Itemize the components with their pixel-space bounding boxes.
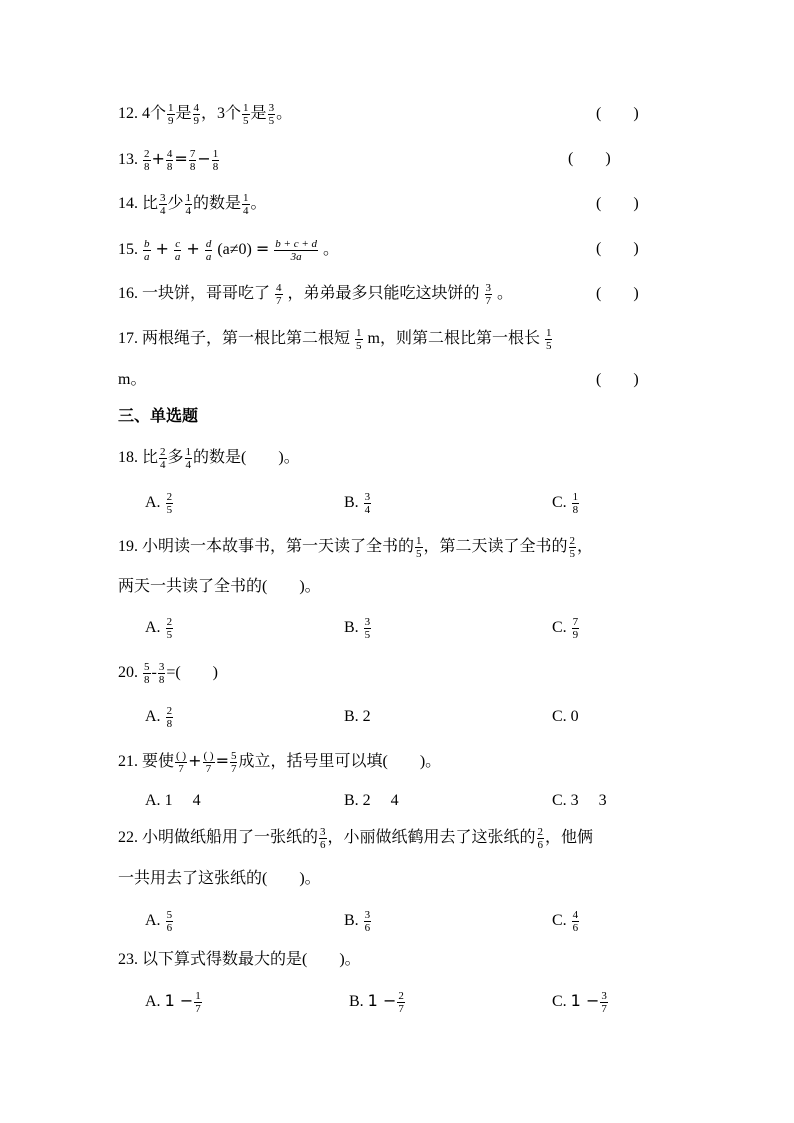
plus-sign: + bbox=[186, 239, 200, 258]
question-17-line2: m。 bbox=[118, 371, 147, 388]
fraction: ( ) 7 bbox=[176, 749, 187, 775]
fraction: $\frac{2}{4}$ bbox=[160, 445, 166, 471]
answer-paren[interactable]: ( ) bbox=[596, 240, 639, 257]
q22-text-c: ，他俩 bbox=[545, 829, 594, 846]
option-a[interactable]: A. $\frac{2}{5}$ bbox=[145, 490, 173, 516]
question-18 bbox=[118, 443, 300, 473]
option-c[interactable]: C. 0 bbox=[552, 708, 579, 725]
q12-text-b: 是 bbox=[175, 105, 192, 122]
option-c[interactable]: C. $\frac{1}{8}$ bbox=[552, 490, 579, 516]
fraction: $\frac{b}{a}$ bbox=[144, 237, 150, 263]
q19-text-b: ，第二天读了全书的 bbox=[423, 538, 568, 555]
option-a[interactable]: A. $\frac{2}{5}$ bbox=[145, 615, 173, 641]
section-title: 三、单选题 bbox=[118, 408, 199, 425]
q21-text-a: 要使 bbox=[142, 753, 175, 770]
q18-text-b: 多 bbox=[167, 449, 184, 466]
question-number: 14. bbox=[118, 195, 138, 212]
question-20 bbox=[118, 658, 218, 688]
question-number: 17. bbox=[118, 330, 138, 347]
minus-sign: - bbox=[151, 664, 157, 681]
option-b[interactable]: B. 2 4 bbox=[344, 792, 399, 809]
question-17 bbox=[118, 324, 553, 354]
plus-sign: + bbox=[155, 239, 169, 258]
question-number: 22. bbox=[118, 829, 138, 846]
q12-text-d: 是 bbox=[250, 105, 267, 122]
fraction: $\frac{1}{4}$ bbox=[243, 191, 249, 217]
q21-text-c: 成立，括号里可以填( )。 bbox=[238, 753, 442, 770]
question-number: 15. bbox=[118, 241, 138, 258]
question-number: 13. bbox=[118, 151, 138, 168]
q16-text-c: 。 bbox=[497, 285, 514, 302]
q12-text-e: 。 bbox=[276, 105, 293, 122]
question-23 bbox=[118, 945, 361, 975]
option-c[interactable]: C. $\frac{7}{9}$ bbox=[552, 615, 579, 641]
answer-paren[interactable]: ( ) bbox=[596, 371, 639, 388]
q20-text-c: =( ) bbox=[166, 664, 219, 681]
option-a[interactable]: A. 1 − $\frac{1}{7}$ bbox=[145, 989, 201, 1015]
option-b[interactable]: B. 2 bbox=[344, 708, 371, 725]
fraction: $\frac{1}{5}$ bbox=[545, 326, 552, 352]
question-16 bbox=[118, 279, 513, 309]
fraction: $\frac{b + c + d}{3a}$ bbox=[275, 237, 317, 263]
fraction: $\frac{d}{a}$ bbox=[205, 237, 212, 263]
question-number: 19. bbox=[118, 538, 138, 555]
q22-text-b: ，小丽做纸鹤用去了这张纸的 bbox=[327, 829, 536, 846]
fraction: $\frac{2}{8}$ bbox=[144, 147, 150, 173]
fraction: $\frac{1}{5}$ bbox=[243, 101, 249, 127]
q12-text-a: 4个 bbox=[142, 105, 167, 122]
equals-sign: = bbox=[174, 149, 188, 168]
q12-text-c: ，3个 bbox=[201, 105, 242, 122]
question-number: 12. bbox=[118, 105, 138, 122]
fraction: $\frac{2}{6}$ bbox=[537, 825, 544, 851]
fraction: $\frac{1}{8}$ bbox=[212, 147, 219, 173]
plus-sign: + bbox=[188, 751, 202, 770]
question-number: 21. bbox=[118, 753, 138, 770]
question-19 bbox=[118, 532, 593, 562]
question-number: 16. bbox=[118, 285, 138, 302]
question-14 bbox=[118, 189, 267, 219]
fraction: $\frac{3}{4}$ bbox=[160, 191, 166, 217]
fraction: $\frac{7}{8}$ bbox=[189, 147, 196, 173]
condition: (a≠0) bbox=[217, 241, 252, 258]
fraction: $\frac{4}{7}$ bbox=[276, 281, 282, 307]
q18-text-a: 比 bbox=[142, 449, 159, 466]
equals-sign: = bbox=[255, 239, 270, 258]
fraction: $\frac{3}{7}$ bbox=[485, 281, 492, 307]
option-c[interactable]: C. $\frac{4}{6}$ bbox=[552, 908, 579, 934]
q19-text-c: ， bbox=[577, 538, 594, 555]
fraction: $\frac{1}{5}$ bbox=[356, 326, 362, 352]
fraction: $\frac{1}{4}$ bbox=[185, 191, 192, 217]
q22-text-a: 小明做纸船用了一张纸的 bbox=[142, 829, 319, 846]
q14-text-d: 。 bbox=[250, 195, 267, 212]
question-22 bbox=[118, 823, 593, 853]
fraction: $\frac{3}{5}$ bbox=[268, 101, 275, 127]
question-21 bbox=[118, 746, 441, 776]
q16-text-a: 一块饼，哥哥吃了 bbox=[142, 285, 271, 302]
question-22-line2: 一共用去了这张纸的( )。 bbox=[118, 870, 321, 887]
q17-text-a: 两根绳子，第一根比第二根短 bbox=[142, 330, 351, 347]
fraction: $\frac{3}{8}$ bbox=[158, 660, 165, 686]
q14-text-b: 少 bbox=[167, 195, 184, 212]
q23-text-a: 以下算式得数最大的是( )。 bbox=[142, 951, 361, 968]
option-c[interactable]: C. 1 − $\frac{3}{7}$ bbox=[552, 989, 607, 1015]
q14-text-a: 比 bbox=[142, 195, 159, 212]
question-number: 23. bbox=[118, 951, 138, 968]
answer-paren[interactable]: ( ) bbox=[596, 105, 639, 122]
fraction: $\frac{3}{6}$ bbox=[320, 825, 326, 851]
fraction: $\frac{5}{7}$ bbox=[230, 749, 237, 775]
fraction: $\frac{4}{8}$ bbox=[166, 147, 173, 173]
fraction: $\frac{1}{5}$ bbox=[416, 534, 422, 560]
plus-sign: + bbox=[151, 149, 165, 168]
answer-paren[interactable]: ( ) bbox=[596, 195, 639, 212]
fraction: $\frac{5}{8}$ bbox=[144, 660, 150, 686]
answer-paren[interactable]: ( ) bbox=[596, 285, 639, 302]
question-15 bbox=[118, 234, 339, 264]
option-a[interactable]: A. 1 4 bbox=[145, 792, 201, 809]
q15-end: 。 bbox=[323, 241, 340, 258]
q16-text-b: ，弟弟最多只能吃这块饼的 bbox=[287, 285, 480, 302]
equals-sign: = bbox=[215, 751, 229, 770]
question-13 bbox=[118, 144, 220, 174]
option-b[interactable]: B. $\frac{3}{5}$ bbox=[344, 615, 371, 641]
answer-paren[interactable]: ( ) bbox=[568, 150, 611, 167]
fraction: $\frac{c}{a}$ bbox=[174, 237, 181, 263]
q14-text-c: 的数是 bbox=[193, 195, 242, 212]
option-c[interactable]: C. 3 3 bbox=[552, 792, 607, 809]
question-12 bbox=[118, 99, 292, 129]
option-a[interactable]: A. $\frac{5}{6}$ bbox=[145, 908, 173, 934]
question-19-line2: 两天一共读了全书的( )。 bbox=[118, 578, 321, 595]
q17-text-b: m，则第二根比第一根长 bbox=[367, 330, 540, 347]
question-number: 18. bbox=[118, 449, 138, 466]
q19-text-a: 小明读一本故事书，第一天读了全书的 bbox=[142, 538, 415, 555]
question-number: 20. bbox=[118, 664, 138, 681]
option-b[interactable]: B. 1 − $\frac{2}{7}$ bbox=[349, 989, 404, 1015]
option-b[interactable]: B. $\frac{3}{6}$ bbox=[344, 908, 371, 934]
fraction: $\frac{2}{5}$ bbox=[569, 534, 576, 560]
minus-sign: − bbox=[197, 149, 211, 168]
fraction: $\frac{1}{9}$ bbox=[168, 101, 174, 127]
fraction: $\frac{1}{4}$ bbox=[185, 445, 192, 471]
option-a[interactable]: A. $\frac{2}{8}$ bbox=[145, 704, 173, 730]
q18-text-c: 的数是( )。 bbox=[193, 449, 300, 466]
fraction: $\frac{4}{9}$ bbox=[193, 101, 200, 127]
option-b[interactable]: B. $\frac{3}{4}$ bbox=[344, 490, 371, 516]
fraction: ( ) 7 bbox=[203, 749, 214, 775]
